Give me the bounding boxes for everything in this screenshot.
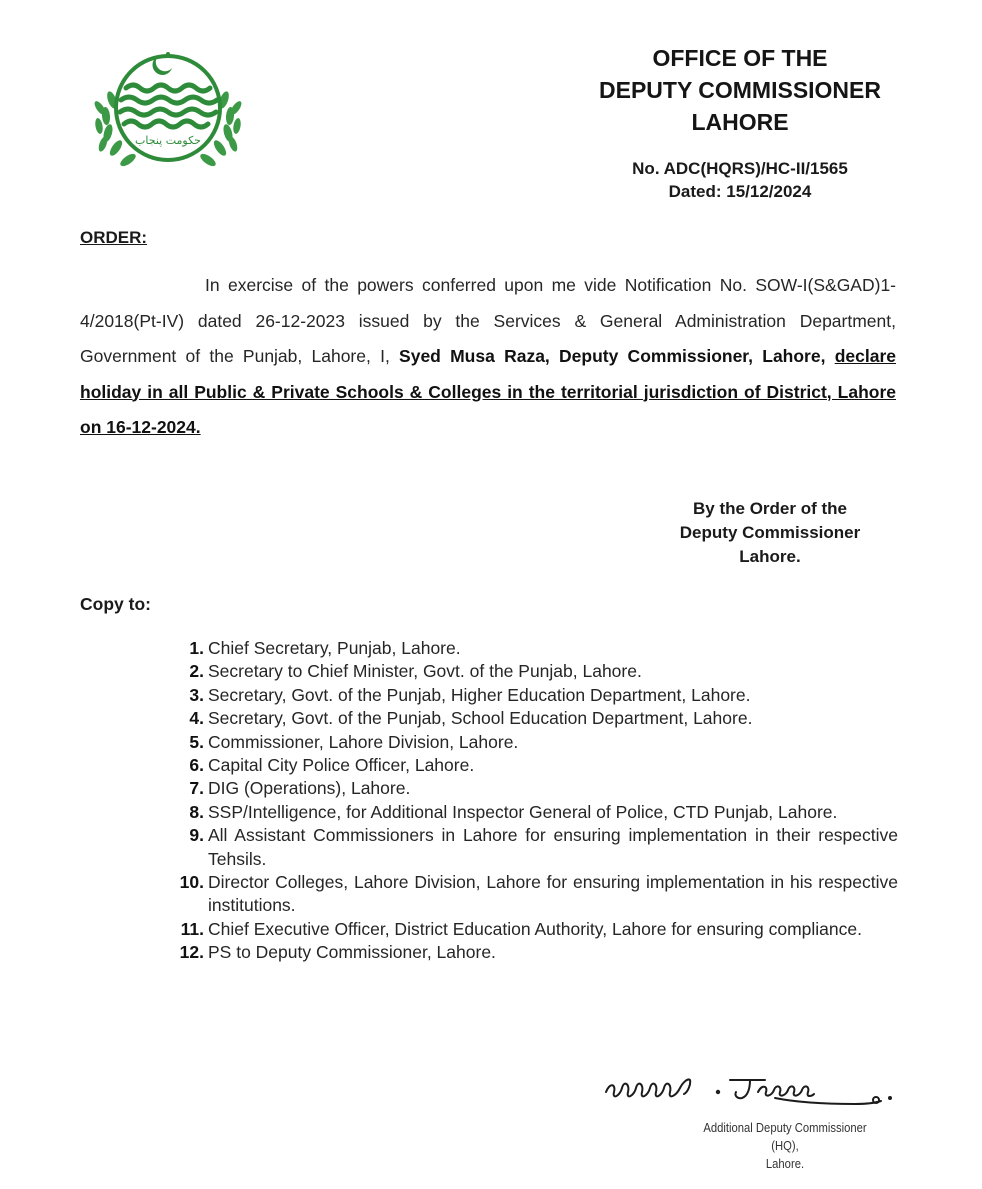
list-item: 6. Capital City Police Officer, Lahore.: [189, 755, 475, 776]
list-item: 12. PS to Deputy Commissioner, Lahore.: [179, 942, 496, 963]
signatory-line: Lahore.: [765, 1157, 805, 1171]
order-body: [80, 268, 896, 446]
by-order-line: By the Order of the: [693, 499, 847, 518]
order-paragraph: [80, 268, 896, 446]
list-item: 10. Director Colleges, Lahore Division, Lahore for ensuring implementation in his respective institutions.: [179, 872, 898, 916]
order-heading: ORDER:: [80, 228, 148, 247]
government-of-punjab-logo: [88, 40, 248, 180]
office-line: DEPUTY COMMISSIONER: [599, 77, 881, 103]
reference-block: [560, 157, 920, 203]
by-order-line: Lahore.: [739, 547, 801, 566]
officer-name: Syed Musa Raza, Deputy Commissioner, Lahore,: [399, 346, 826, 366]
handwritten-signature-icon: [600, 1062, 900, 1122]
reference-number: No. ADC(HQRS)/HC-II/1565: [632, 159, 848, 178]
list-item: 3. Secretary, Govt. of the Punjab, Higher Education Department, Lahore.: [189, 684, 751, 705]
order-intro: In exercise of the powers conferred upon me vide Notification No. SOW-I(S&GAD)1-4/2018(Pt-IV) dated 26-12-2023 issued by the Services & General Administration Department, Government of the Punjab, Lahore, I,: [80, 275, 896, 366]
list-item: 1. Chief Secretary, Punjab, Lahore.: [189, 638, 461, 658]
list-item: 9. All Assistant Commissioners in Lahore for ensuring implementation in their respective Tehsils.: [189, 825, 898, 869]
office-title: [560, 42, 920, 138]
office-line: OFFICE OF THE: [652, 45, 828, 71]
list-item: 7. DIG (Operations), Lahore.: [189, 778, 411, 799]
reference-date: Dated: 15/12/2024: [668, 182, 812, 201]
list-item: 4. Secretary, Govt. of the Punjab, School Education Department, Lahore.: [189, 708, 753, 729]
list-item: 5. Commissioner, Lahore Division, Lahore.: [189, 731, 519, 752]
copy-to-list: [160, 637, 898, 965]
by-order-line: Deputy Commissioner: [679, 523, 861, 542]
logo-caption: حکومت پنجاب: [135, 134, 201, 147]
signatory-title: [691, 1119, 880, 1173]
list-item: 8. SSP/Intelligence, for Additional Inspector General of Police, CTD Punjab, Lahore.: [189, 801, 838, 822]
list-item: 2. Secretary to Chief Minister, Govt. of the Punjab, Lahore.: [189, 661, 642, 682]
holiday-declaration: declare holiday in all Public & Private Schools & Colleges in the territorial jurisdiction of District, Lahore on 16-12-2024.: [80, 346, 896, 437]
office-line: LAHORE: [691, 109, 789, 135]
signatory-line: Additional Deputy Commissioner (HQ),: [703, 1121, 867, 1153]
by-order-block: [640, 497, 900, 569]
punjab-emblem-icon: [88, 40, 248, 180]
list-item: 11. Chief Executive Officer, District Education Authority, Lahore for ensuring compliance.: [180, 918, 862, 939]
copy-to-heading: Copy to:: [80, 594, 151, 614]
signature: [600, 1062, 900, 1122]
